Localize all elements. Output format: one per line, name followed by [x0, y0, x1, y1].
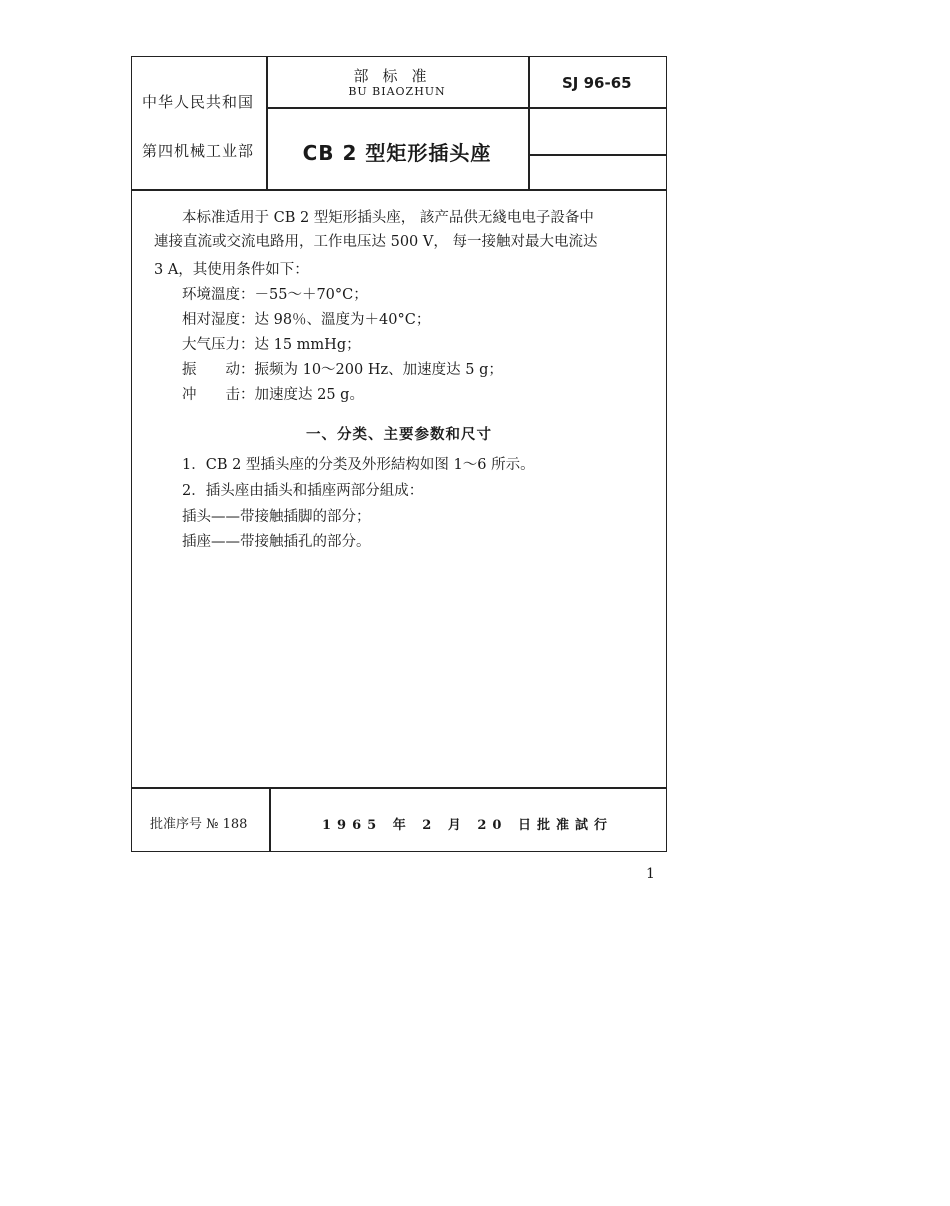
- intro-line-2: 連接直流或交流电路用，工作电压达 500 V， 每一接触对最大电流达: [154, 234, 598, 250]
- condition-row: [182, 358, 503, 383]
- condition-value: 达 98％、溫度为＋40°C；: [254, 312, 431, 328]
- approval-number: 批准序号 № 188: [150, 817, 248, 832]
- conditions-list: [182, 283, 503, 408]
- section-item-2: 2．插头座由插头和插座两部分組成：: [182, 483, 424, 499]
- header-bottom-line: [132, 189, 666, 191]
- condition-row: [182, 383, 503, 408]
- condition-row: [182, 283, 503, 308]
- condition-label: 振 动：: [182, 362, 255, 378]
- section-heading: 一、分类、主要参数和尺寸: [306, 427, 492, 443]
- intro-line-1: 本标准适用于 CB 2 型矩形插头座， 該产品供无綫电电子設备中: [182, 210, 594, 226]
- condition-value: 振频为 10～200 Hz、加速度达 5 g；: [254, 362, 503, 378]
- ministry-name: 第四机械工业部: [142, 142, 255, 160]
- header-mid-line: [266, 107, 666, 109]
- standard-code: SJ 96-65: [562, 74, 632, 92]
- footer-top-line: [132, 787, 666, 789]
- condition-row: [182, 308, 503, 333]
- condition-value: －55～＋70°C；: [254, 287, 368, 303]
- condition-label: 相对湿度：: [182, 312, 255, 328]
- approval-date: 1965 年 2 月 20 日批准試行: [322, 818, 613, 833]
- document-frame: [131, 56, 667, 852]
- header-code-sub-line: [528, 154, 666, 156]
- standard-type-pinyin: BU BIAOZHUN: [348, 85, 446, 98]
- country-name: 中华人民共和国: [142, 93, 255, 111]
- page-number: 1: [646, 866, 655, 882]
- condition-row: [182, 333, 503, 358]
- condition-label: 冲 击：: [182, 387, 255, 403]
- section-item-4: 插座——带接触插孔的部分。: [182, 534, 371, 550]
- standard-type: 部标准: [353, 67, 441, 85]
- section-item-1: 1．CB 2 型插头座的分类及外形結构如图 1～6 所示。: [182, 457, 535, 473]
- header-divider-right: [528, 57, 530, 189]
- condition-label: 大气压力：: [182, 337, 255, 353]
- condition-label: 环境溫度：: [182, 287, 255, 303]
- condition-value: 达 15 mmHg；: [254, 337, 361, 353]
- document-title: CB 2 型矩形插头座: [302, 141, 492, 165]
- condition-value: 加速度达 25 g。: [254, 387, 364, 403]
- section-item-3: 插头——带接触插脚的部分；: [182, 509, 371, 525]
- intro-line-3: 3 A，其使用条件如下：: [154, 262, 309, 278]
